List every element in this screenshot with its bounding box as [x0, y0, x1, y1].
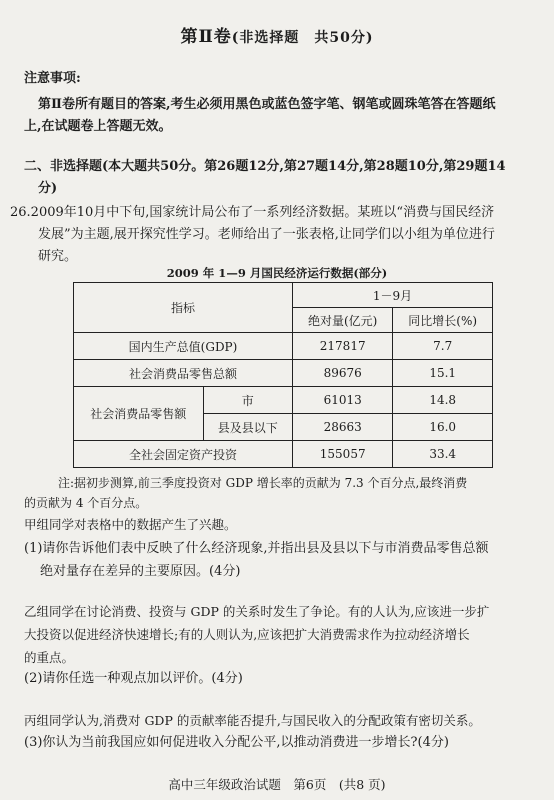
- group-c-line-1: 丙组同学认为,消费对 GDP 的贡献率能否提升,与国民收入的分配政策有密切关系。: [24, 713, 481, 728]
- title-main: 第Ⅱ卷: [180, 27, 232, 47]
- row-label: 全社会固定资产投资: [74, 441, 293, 468]
- question-26-line-2: 发展”为主题,展开探究性学习。老师给出了一张表格,让同学们以小组为单位进行: [38, 227, 495, 242]
- row-growth: 7.7: [393, 333, 493, 360]
- row-label: 社会消费品零售总额: [74, 360, 293, 387]
- header-indicator: 指标: [74, 283, 293, 333]
- header-growth: 同比增长(%): [393, 308, 493, 333]
- row-growth: 16.0: [393, 414, 493, 441]
- row-label: 国内生产总值(GDP): [74, 333, 293, 360]
- table-row: [74, 333, 493, 360]
- row-absolute: 89676: [293, 360, 393, 387]
- table-row: [74, 360, 493, 387]
- table-row: [74, 441, 493, 468]
- group-b-line-3: 的重点。: [24, 650, 75, 665]
- row-absolute: 28663: [293, 414, 393, 441]
- section-heading-line-1: 二、非选择题(本大题共50分。第26题12分,第27题14分,第28题10分,第29题14: [24, 159, 506, 174]
- table-header-row: [74, 283, 493, 308]
- question-26-line-1: 26.2009年10月中下旬,国家统计局公布了一系列经济数据。某班以“消费与国民经济: [10, 205, 495, 220]
- question-26-line-3: 研究。: [38, 249, 78, 264]
- page-footer: 高中三年级政治试题 第6页 (共8 页): [168, 777, 386, 792]
- header-period: 1－9月: [293, 283, 493, 308]
- notice-heading: 注意事项:: [24, 71, 81, 86]
- note-line-1: 注:据初步测算,前三季度投资对 GDP 增长率的贡献为 7.3 个百分点,最终消费: [58, 476, 468, 490]
- question-3: (3)你认为当前我国应如何促进收入分配公平,以推动消费进一步增长?(4分): [24, 735, 449, 750]
- group-b-line-2: 大投资以促进经济快速增长;有的人则认为,应该把扩大消费需求作为拉动经济增长: [24, 627, 470, 642]
- row-label: 县及县以下: [203, 414, 292, 441]
- table-caption: 2009 年 1—9 月国民经济运行数据(部分): [166, 266, 388, 280]
- group-a-intro: 甲组同学对表格中的数据产生了兴趣。: [24, 517, 237, 532]
- question-1-line-2: 绝对量存在差异的主要原因。(4分): [40, 564, 241, 579]
- notice-line-1: 第Ⅱ卷所有题目的答案,考生必须用黑色或蓝色签字笔、钢笔或圆珠笔答在答题纸: [38, 97, 496, 112]
- title-sub: (非选择题 共50分): [231, 30, 374, 46]
- group-b-line-1: 乙组同学在讨论消费、投资与 GDP 的关系时发生了争论。有的人认为,应该进一步扩: [24, 604, 490, 619]
- data-table: [73, 282, 493, 468]
- notice-line-2: 上,在试题卷上答题无效。: [24, 119, 172, 134]
- row-growth: 33.4: [393, 441, 493, 468]
- note-line-2: 的贡献为 4 个百分点。: [24, 496, 148, 510]
- row-absolute: 61013: [293, 387, 393, 414]
- row-growth: 14.8: [393, 387, 493, 414]
- header-absolute: 绝对量(亿元): [293, 308, 393, 333]
- row-label: 市: [203, 387, 292, 414]
- section-heading-line-2: 分): [38, 181, 58, 196]
- question-2: (2)请你任选一种观点加以评价。(4分): [24, 671, 243, 686]
- page-title: [0, 22, 554, 47]
- row-absolute: 155057: [293, 441, 393, 468]
- row-growth: 15.1: [393, 360, 493, 387]
- question-1-line-1: (1)请你告诉他们表中反映了什么经济现象,并指出县及县以下与市消费品零售总额: [24, 541, 489, 556]
- row-group-label: 社会消费品零售额: [74, 387, 204, 441]
- table-row: [74, 387, 493, 414]
- row-absolute: 217817: [293, 333, 393, 360]
